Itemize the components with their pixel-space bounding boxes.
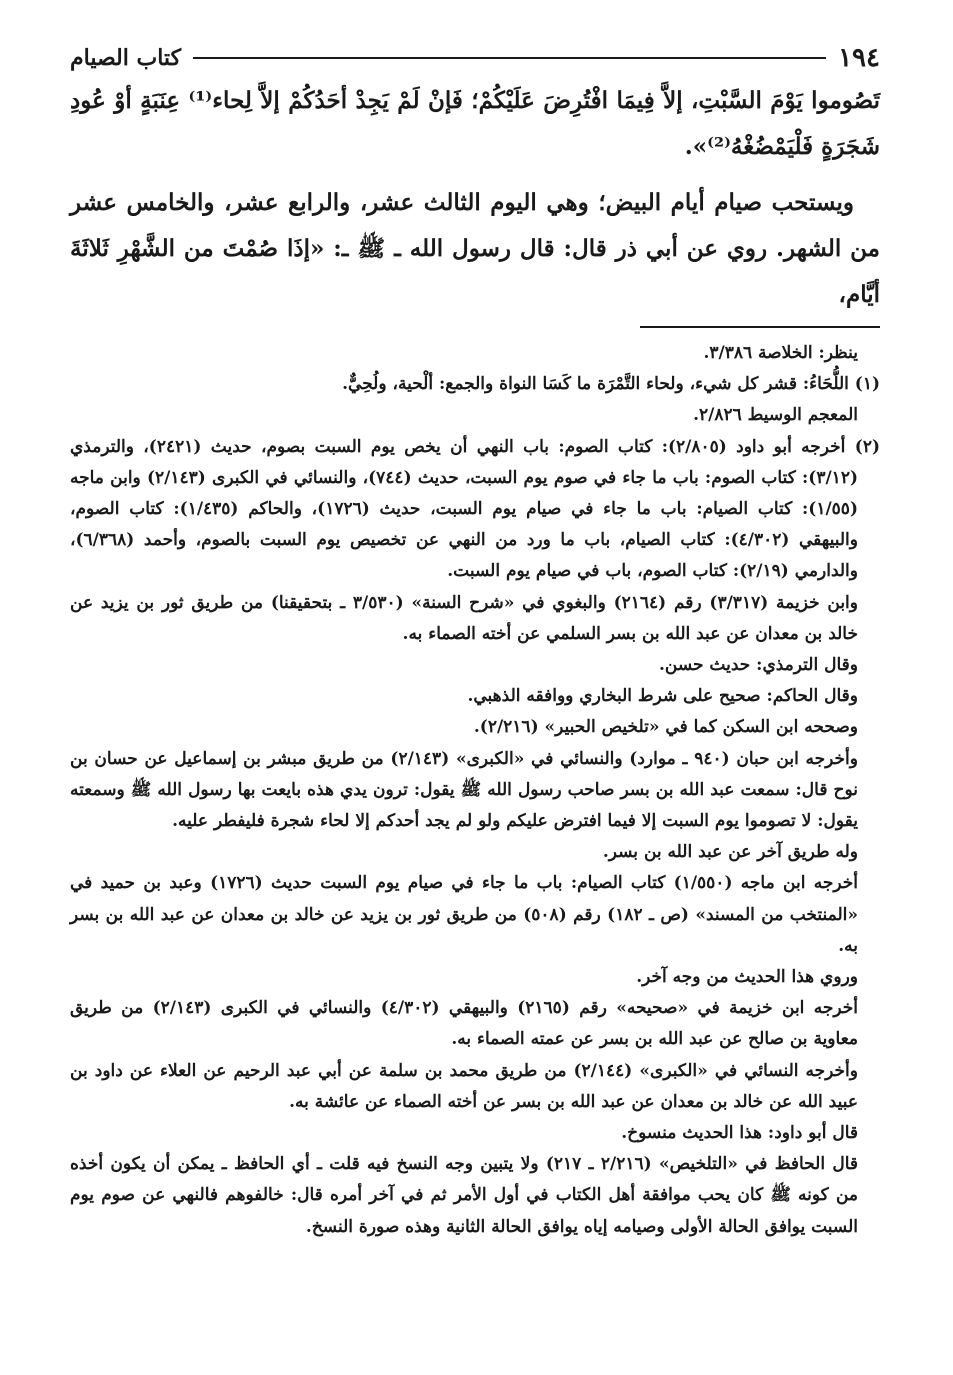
footnote-line: وقال الحاكم: صحيح على شرط البخاري ووافقه الذهبي. <box>467 686 858 707</box>
header-rule <box>193 57 826 59</box>
footnote-line: ينظر: الخلاصة ٣/٣٨٦. <box>703 343 858 363</box>
footnote-line: أخرجه ابن ماجه (١/٥٥٠) كتاب الصيام: باب ما جاء في صيام يوم السبت حديث (١٧٢٦) وعبد بن حميد في «المنتخب من المسند» (ص ـ ١٨٢) رقم (٥٠٨) من طريق ثور بن يزيد عن خالد بن معدان عن عبد الله بن بسر به. <box>70 873 858 956</box>
footnote-line: قال أبو داود: هذا الحديث منسوخ. <box>621 1123 858 1144</box>
footnote-line: وله طريق آخر عن عبد الله بن بسر. <box>602 842 858 863</box>
footnote-line: المعجم الوسيط ٢/٨٢٦. <box>693 405 858 426</box>
footnote-line: وصححه ابن السكن كما في «تلخيص الحبير» (٢/٢١٦). <box>473 717 858 738</box>
footnote-line: قال الحافظ في «التلخيص» (٢/٢١٦ ـ ٢١٧) ولا يتبين وجه النسخ فيه قلت ـ أي الحافظ ـ يمكن أن يكون أخذه من كونه ﷺ كان يحب موافقة أهل الكتاب في أول الأمر ثم في آخر أمره قال: خالفوهم فالنهي عن صوم يوم السبت يوافق الحالة الأولى وصيامه إياه يوافق الحالة الثانية وهذه صورة النسخ. <box>70 1154 858 1237</box>
footnote-line: (١) اللُّحَاءُ: قشر كل شيء، ولحاء التَّمْرَة ما كَسَا النواة والجمع: ألْحية، ولُحِيٌّ. <box>342 374 880 395</box>
body-paragraph: ويستحب صيام أيام البيض؛ وهي اليوم الثالث عشر، والرابع عشر، والخامس عشر من الشهر. روي عن أبي ذر قال: قال رسول الله ـ ﷺ ـ: «إذَا صُمْتَ من الشَّهْرِ ثَلاثَةَ أيَّام، <box>70 189 880 308</box>
running-title: كتاب الصيام <box>70 45 182 71</box>
footnote-line: وأخرجه النسائي في «الكبرى» (٢/١٤٤) من طريق محمد بن سلمة عن أبي عبد الرحيم عن العلاء عن داود بن عبيد الله عن خالد بن معدان عن عبد الله بن بسر عن أخته الصماء عن عائشة به. <box>70 1060 858 1112</box>
footnote-line: أخرجه ابن خزيمة في «صحيحه» رقم (٢١٦٥) والبيهقي (٤/٣٠٢) والنسائي في الكبرى (٢/١٤٣) من طريق معاوية بن صالح عن عبد الله بن بسر عن عمته الصماء به. <box>70 998 859 1050</box>
footnote-separator <box>640 326 880 328</box>
footnotes <box>70 338 880 1243</box>
footnote-line: وابن خزيمة (٣/٣١٧) رقم (٢١٦٤) والبغوي في «شرح السنة» (٣/٥٣٠ ـ بتحقيقنا) من طريق ثور بن يزيد عن خالد بن معدان عن عبد الله بن بسر السلمي عن أخته الصماء به. <box>70 592 858 644</box>
hadith-text: تَصُوموا يَوْمَ السَّبْتِ، إلاَّ فِيمَا افْتُرِضَ عَلَيْكُمْ؛ فَإنْ لَمْ يَجِدْ أحَدُكُمْ إلاَّ لِحاء⁽¹⁾ عِنَبَةٍ أوْ عُودِ شَجَرَةٍ فَلْيَمْضُغْهُ⁽²⁾». <box>70 87 880 160</box>
footnote-line: وأخرجه ابن حبان (٩٤٠ ـ موارد) والنسائي في «الكبرى» (٢/١٤٣) من طريق مبشر بن إسماعيل عن حسان بن نوح قال: سمعت عبد الله بن بسر صاحب رسول الله ﷺ يقول: ترون يدي هذه بايعت بها رسول الله ﷺ وسمعته يقول: لا تصوموا يوم السبت إلا فيما افترض عليكم ولو لم يجد أحدكم إلا لحاء شجرة فليفطر عليه. <box>70 748 858 832</box>
footnote-line: (٢) أخرجه أبو داود (٢/٨٠٥): كتاب الصوم: باب النهي أن يخص يوم السبت بصوم، حديث (٢٤٢١)، والترمذي (٣/١٢): كتاب الصوم: باب ما جاء في صوم يوم السبت، حديث (٧٤٤)، والنسائي في الكبرى (٢/١٤٣) وابن ماجه (١/٥٥): كتاب الصيام: باب ما جاء في صيام يوم السبت، حديث (١٧٢٦)، والحاكم (١/٤٣٥): كتاب الصوم، والبيهقي (٤/٣٠٢): كتاب الصيام، باب ما ورد من النهي عن تخصيص يوم السبت بالصوم، وأحمد (٦/٣٦٨)، والدارمي (٢/١٩): كتاب الصوم، باب في صيام يوم السبت. <box>70 436 880 582</box>
footnote-separator-wrap <box>70 318 880 338</box>
page-number: ١٩٤ <box>838 43 880 73</box>
footnote-line: وقال الترمذي: حديث حسن. <box>658 655 858 676</box>
page-header <box>70 40 880 76</box>
book-page <box>70 40 880 1243</box>
footnote-line: وروي هذا الحديث من وجه آخر. <box>636 967 858 988</box>
